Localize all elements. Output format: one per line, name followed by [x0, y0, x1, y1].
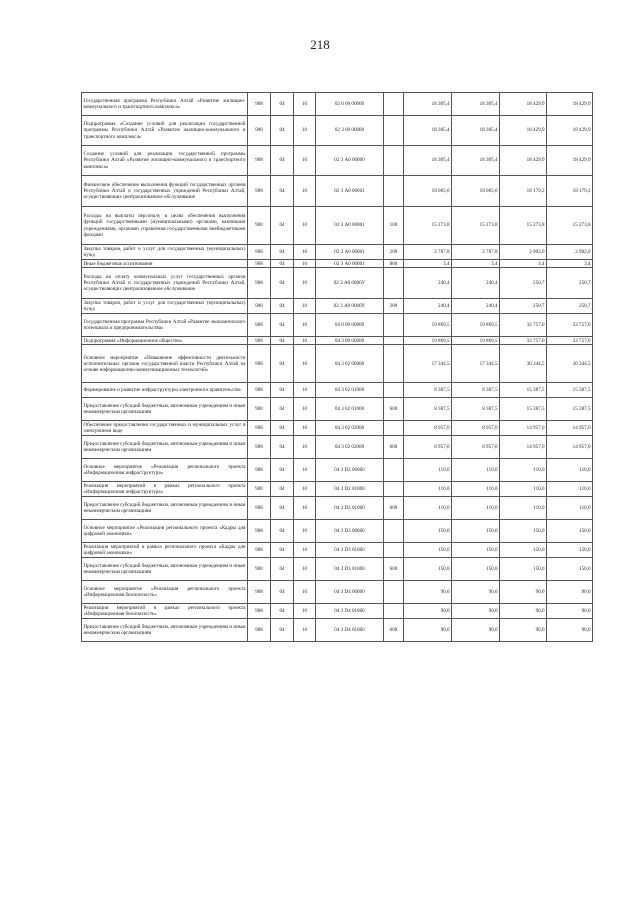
- row-amount-4: 90,0: [547, 604, 593, 619]
- table-row: [82, 116, 593, 146]
- row-amount-3: 30 344,5: [500, 345, 547, 383]
- row-expense-type: 200: [384, 245, 404, 260]
- row-amount-2: 17 344,5: [452, 345, 500, 383]
- row-name: Основное мероприятие «Реализация регионального проекта «Информационная инфраструктура»: [82, 459, 248, 482]
- table-row: [82, 482, 593, 497]
- row-subsection-code: 10: [294, 299, 316, 314]
- row-amount-2: 18 065,0: [452, 176, 500, 207]
- row-section-code: 04: [271, 299, 294, 314]
- row-section-code: 04: [271, 459, 294, 482]
- row-subsection-code: 10: [294, 383, 316, 398]
- row-section-code: 04: [271, 558, 294, 581]
- row-target-code: 04 3 D3 01000: [316, 543, 384, 558]
- row-expense-type: 600: [384, 436, 404, 459]
- row-target-code: 02 3 А0 00001: [316, 260, 384, 268]
- row-expense-type: 600: [384, 497, 404, 520]
- row-name: Формирование и развитие инфраструктуры электронного правительства: [82, 383, 248, 398]
- table-row: [82, 398, 593, 421]
- row-amount-3: 15 387,5: [500, 383, 547, 398]
- row-expense-type: [384, 93, 404, 116]
- row-amount-4: 30 344,5: [547, 345, 593, 383]
- budget-table: [81, 92, 593, 642]
- row-ministry-code: 908: [248, 421, 271, 436]
- row-subsection-code: 10: [294, 314, 316, 337]
- row-amount-4: 110,0: [547, 482, 593, 497]
- row-amount-1: 150,0: [404, 520, 452, 543]
- row-expense-type: 600: [384, 619, 404, 642]
- row-amount-2: 18 305,4: [452, 116, 500, 146]
- row-target-code: 04 3 02 02000: [316, 421, 384, 436]
- row-target-code: 04 3 00 00000: [316, 337, 384, 345]
- row-section-code: 04: [271, 245, 294, 260]
- row-amount-3: 15 273,8: [500, 207, 547, 245]
- row-amount-4: 2 902,0: [547, 245, 593, 260]
- row-section-code: 04: [271, 383, 294, 398]
- row-name: Основное мероприятие «Повышение эффективности деятельности исполнительных органов государственной власти Республики Алтай на основе информационно-коммуникационных технологий»: [82, 345, 248, 383]
- row-amount-4: 18 429,9: [547, 146, 593, 176]
- row-subsection-code: 10: [294, 260, 316, 268]
- row-amount-2: 240,4: [452, 299, 500, 314]
- table-row: [82, 314, 593, 337]
- row-ministry-code: 908: [248, 337, 271, 345]
- row-amount-3: 18 179,2: [500, 176, 547, 207]
- row-amount-3: 150,0: [500, 558, 547, 581]
- row-amount-1: 2 787,8: [404, 245, 452, 260]
- table-row: [82, 619, 593, 642]
- row-section-code: 04: [271, 260, 294, 268]
- row-expense-type: [384, 383, 404, 398]
- row-amount-3: 110,0: [500, 459, 547, 482]
- row-name: Предоставление субсидий бюджетным, автономным учреждениям и иным некоммерческим организациям: [82, 398, 248, 421]
- table-row: [82, 558, 593, 581]
- row-amount-3: 150,0: [500, 543, 547, 558]
- row-section-code: 04: [271, 146, 294, 176]
- row-subsection-code: 10: [294, 245, 316, 260]
- row-amount-1: 3,4: [404, 260, 452, 268]
- table-row: [82, 604, 593, 619]
- table-row: [82, 245, 593, 260]
- row-ministry-code: 908: [248, 245, 271, 260]
- table-row: [82, 459, 593, 482]
- row-expense-type: [384, 581, 404, 604]
- row-amount-2: 110,0: [452, 459, 500, 482]
- row-section-code: 04: [271, 421, 294, 436]
- row-ministry-code: 908: [248, 176, 271, 207]
- row-ministry-code: 908: [248, 459, 271, 482]
- row-amount-3: 32 757,0: [500, 337, 547, 345]
- row-ministry-code: 908: [248, 520, 271, 543]
- page-number: 218: [310, 37, 330, 52]
- budget-table-body: [82, 93, 593, 642]
- row-ministry-code: 908: [248, 604, 271, 619]
- row-expense-type: [384, 337, 404, 345]
- row-amount-4: 250,7: [547, 268, 593, 299]
- row-subsection-code: 10: [294, 497, 316, 520]
- row-amount-1: 90,0: [404, 619, 452, 642]
- row-expense-type: 600: [384, 398, 404, 421]
- row-subsection-code: 10: [294, 93, 316, 116]
- row-amount-1: 90,0: [404, 581, 452, 604]
- row-subsection-code: 10: [294, 337, 316, 345]
- row-target-code: 04 3 D2 01000: [316, 497, 384, 520]
- row-target-code: 02 3 00 00000: [316, 116, 384, 146]
- row-section-code: 04: [271, 337, 294, 345]
- row-target-code: 04 3 D4 01000: [316, 604, 384, 619]
- row-subsection-code: 10: [294, 268, 316, 299]
- row-amount-1: 150,0: [404, 558, 452, 581]
- row-amount-2: 150,0: [452, 558, 500, 581]
- row-amount-2: 2 787,8: [452, 245, 500, 260]
- table-row: [82, 497, 593, 520]
- table-row: [82, 337, 593, 345]
- row-amount-4: 250,7: [547, 299, 593, 314]
- row-subsection-code: 10: [294, 482, 316, 497]
- row-expense-type: [384, 459, 404, 482]
- row-amount-4: 32 757,0: [547, 337, 593, 345]
- row-ministry-code: 908: [248, 558, 271, 581]
- row-amount-2: 19 869,5: [452, 337, 500, 345]
- row-target-code: 02 3 А0 0000У: [316, 299, 384, 314]
- row-amount-3: 90,0: [500, 581, 547, 604]
- row-amount-3: 14 957,0: [500, 421, 547, 436]
- row-amount-2: 150,0: [452, 543, 500, 558]
- row-name: Подпрограмма «Создание условий для реализации государственной программы Республики Алтай «Развитие жилищно-коммунального и транспортного комплекса»: [82, 116, 248, 146]
- row-amount-4: 18 429,9: [547, 93, 593, 116]
- table-row: [82, 93, 593, 116]
- row-subsection-code: 10: [294, 421, 316, 436]
- row-ministry-code: 908: [248, 619, 271, 642]
- row-target-code: 02 3 А0 00001: [316, 207, 384, 245]
- row-section-code: 04: [271, 176, 294, 207]
- row-name: Закупка товаров, работ и услуг для государственных (муниципальных) нужд: [83, 245, 246, 258]
- row-amount-1: 110,0: [404, 482, 452, 497]
- row-section-code: 04: [271, 482, 294, 497]
- row-amount-2: 8 387,5: [452, 398, 500, 421]
- row-section-code: 04: [271, 268, 294, 299]
- row-expense-type: [384, 268, 404, 299]
- row-amount-4: 90,0: [547, 581, 593, 604]
- row-amount-1: 18 305,4: [404, 146, 452, 176]
- row-section-code: 04: [271, 520, 294, 543]
- row-section-code: 04: [271, 619, 294, 642]
- row-target-code: 04 3 D3 00000: [316, 520, 384, 543]
- row-target-code: 04 3 02 01000: [316, 383, 384, 398]
- row-amount-3: 110,0: [500, 482, 547, 497]
- row-target-code: 02 3 А0 00001: [316, 245, 384, 260]
- row-target-code: 04 3 D2 00000: [316, 459, 384, 482]
- row-amount-1: 110,0: [404, 497, 452, 520]
- row-section-code: 04: [271, 604, 294, 619]
- row-name: Реализация мероприятий в рамках регионального проекта «Информационная инфраструктура»: [83, 483, 246, 496]
- row-target-code: 04 3 02 01000: [316, 398, 384, 421]
- row-ministry-code: 908: [248, 436, 271, 459]
- row-amount-1: 17 344,5: [404, 345, 452, 383]
- row-amount-1: 8 957,0: [404, 436, 452, 459]
- row-section-code: 04: [271, 436, 294, 459]
- row-amount-2: 150,0: [452, 520, 500, 543]
- row-ministry-code: 908: [248, 207, 271, 245]
- row-ministry-code: 908: [248, 116, 271, 146]
- row-subsection-code: 10: [294, 604, 316, 619]
- row-name: Обеспечение предоставления государственных и муниципальных услуг в электронном виде: [83, 422, 246, 435]
- table-row: [82, 543, 593, 558]
- row-section-code: 04: [271, 398, 294, 421]
- row-name: Государственная программа Республики Алтай «Развитие экономического потенциала и предпринимательства»: [82, 314, 248, 337]
- row-section-code: 04: [271, 345, 294, 383]
- row-target-code: 02 3 А0 00000: [316, 146, 384, 176]
- row-amount-4: 150,0: [547, 558, 593, 581]
- table-row: [82, 207, 593, 245]
- table-row: [82, 436, 593, 459]
- row-ministry-code: 908: [248, 345, 271, 383]
- row-ministry-code: 908: [248, 398, 271, 421]
- row-target-code: 04 3 D4 01000: [316, 619, 384, 642]
- row-target-code: 04 3 02 00000: [316, 345, 384, 383]
- row-name: Подпрограмма «Информационное общество»: [82, 337, 248, 345]
- row-expense-type: [384, 176, 404, 207]
- row-subsection-code: 10: [294, 520, 316, 543]
- row-amount-3: 14 957,0: [500, 436, 547, 459]
- row-subsection-code: 10: [294, 543, 316, 558]
- row-amount-2: 8 957,0: [452, 436, 500, 459]
- row-amount-2: 90,0: [452, 581, 500, 604]
- row-amount-4: 18 179,2: [547, 176, 593, 207]
- row-name: Основное мероприятие «Реализация регионального проекта «Кадры для цифровой экономики»: [82, 520, 248, 543]
- row-amount-3: 90,0: [500, 604, 547, 619]
- row-amount-4: 14 957,0: [547, 421, 593, 436]
- row-amount-1: 19 869,5: [404, 337, 452, 345]
- row-ministry-code: 908: [248, 543, 271, 558]
- row-subsection-code: 10: [294, 345, 316, 383]
- row-ministry-code: 908: [248, 497, 271, 520]
- row-amount-3: 110,0: [500, 497, 547, 520]
- row-amount-2: 8 387,5: [452, 383, 500, 398]
- row-name: Иные бюджетные ассигнования: [82, 260, 248, 268]
- row-name: Предоставление субсидий бюджетным, автономным учреждениям и иным некоммерческим организациям: [82, 558, 248, 581]
- row-ministry-code: 908: [248, 299, 271, 314]
- row-amount-2: 110,0: [452, 497, 500, 520]
- row-subsection-code: 10: [294, 146, 316, 176]
- row-amount-2: 90,0: [452, 619, 500, 642]
- row-target-code: 02 0 00 00000: [316, 93, 384, 116]
- row-subsection-code: 10: [294, 581, 316, 604]
- row-section-code: 04: [271, 581, 294, 604]
- row-amount-1: 18 305,4: [404, 93, 452, 116]
- row-expense-type: 600: [384, 558, 404, 581]
- row-amount-1: 8 387,5: [404, 383, 452, 398]
- row-target-code: 02 3 А0 00001: [316, 176, 384, 207]
- row-amount-3: 18 429,9: [500, 93, 547, 116]
- row-expense-type: [384, 146, 404, 176]
- row-amount-3: 250,7: [500, 268, 547, 299]
- row-subsection-code: 10: [294, 207, 316, 245]
- row-section-code: 04: [271, 314, 294, 337]
- row-expense-type: [384, 520, 404, 543]
- row-amount-3: 3,4: [500, 260, 547, 268]
- row-amount-4: 90,0: [547, 619, 593, 642]
- table-row: [82, 299, 593, 314]
- row-amount-1: 240,4: [404, 299, 452, 314]
- row-ministry-code: 908: [248, 260, 271, 268]
- row-amount-1: 110,0: [404, 459, 452, 482]
- row-ministry-code: 908: [248, 93, 271, 116]
- row-amount-2: 110,0: [452, 482, 500, 497]
- row-ministry-code: 908: [248, 383, 271, 398]
- table-row: [82, 383, 593, 398]
- row-amount-2: 240,4: [452, 268, 500, 299]
- row-amount-1: 8 957,0: [404, 421, 452, 436]
- row-subsection-code: 10: [294, 619, 316, 642]
- row-expense-type: 100: [384, 207, 404, 245]
- row-section-code: 04: [271, 543, 294, 558]
- row-amount-4: 32 757,0: [547, 314, 593, 337]
- table-row: [82, 345, 593, 383]
- row-amount-3: 18 429,9: [500, 146, 547, 176]
- row-expense-type: [384, 314, 404, 337]
- row-section-code: 04: [271, 93, 294, 116]
- row-name: Расходы на выплаты персоналу в целях обеспечения выполнения функций государственными (муниципальными) органами, казенными учреждениями, органами управления государственными внебюджетными фондами: [82, 207, 248, 245]
- row-amount-1: 8 387,5: [404, 398, 452, 421]
- row-amount-4: 150,0: [547, 543, 593, 558]
- row-amount-2: 15 273,8: [452, 207, 500, 245]
- row-ministry-code: 908: [248, 146, 271, 176]
- table-row: [82, 268, 593, 299]
- row-expense-type: [384, 421, 404, 436]
- row-amount-4: 18 429,9: [547, 116, 593, 146]
- row-amount-3: 18 429,9: [500, 116, 547, 146]
- row-amount-2: 90,0: [452, 604, 500, 619]
- row-expense-type: [384, 345, 404, 383]
- table-row: [82, 260, 593, 268]
- row-amount-1: 19 869,5: [404, 314, 452, 337]
- row-amount-3: 150,0: [500, 520, 547, 543]
- row-amount-2: 3,4: [452, 260, 500, 268]
- row-expense-type: 200: [384, 299, 404, 314]
- row-amount-1: 18 305,4: [404, 116, 452, 146]
- row-name: Закупка товаров, работ и услуг для государственных (муниципальных) нужд: [83, 300, 246, 313]
- row-target-code: 02 3 А0 0000У: [316, 268, 384, 299]
- table-row: [82, 581, 593, 604]
- row-amount-4: 15 387,5: [547, 383, 593, 398]
- row-amount-3: 15 387,5: [500, 398, 547, 421]
- row-target-code: 04 3 D2 01000: [316, 482, 384, 497]
- row-target-code: 04 3 02 02000: [316, 436, 384, 459]
- table-row: [82, 421, 593, 436]
- row-ministry-code: 908: [248, 268, 271, 299]
- row-expense-type: [384, 604, 404, 619]
- row-section-code: 04: [271, 116, 294, 146]
- row-section-code: 04: [271, 207, 294, 245]
- row-amount-2: 8 957,0: [452, 421, 500, 436]
- row-expense-type: 800: [384, 260, 404, 268]
- row-amount-4: 14 957,0: [547, 436, 593, 459]
- row-amount-1: 240,4: [404, 268, 452, 299]
- row-amount-3: 32 757,0: [500, 314, 547, 337]
- row-name: Финансовое обеспечение выполнения функций государственных органов Республики Алтай и государственных учреждений Республики Алтай, осуществляющих централизованное обслуживание: [82, 176, 248, 207]
- row-amount-2: 19 869,5: [452, 314, 500, 337]
- row-subsection-code: 10: [294, 116, 316, 146]
- row-amount-4: 15 387,5: [547, 398, 593, 421]
- row-subsection-code: 10: [294, 176, 316, 207]
- row-target-code: 04 3 D3 01000: [316, 558, 384, 581]
- row-amount-3: 2 902,0: [500, 245, 547, 260]
- row-expense-type: [384, 482, 404, 497]
- row-target-code: 04 3 D4 00000: [316, 581, 384, 604]
- row-name: Основное мероприятие «Реализация регионального проекта «Информационная безопасность»: [82, 581, 248, 604]
- row-amount-4: 150,0: [547, 520, 593, 543]
- row-amount-1: 90,0: [404, 604, 452, 619]
- row-name: Предоставление субсидий бюджетным, автономным учреждениям и иным некоммерческим организациям: [82, 497, 248, 520]
- row-amount-2: 18 305,4: [452, 93, 500, 116]
- row-subsection-code: 10: [294, 398, 316, 421]
- row-amount-4: 15 273,8: [547, 207, 593, 245]
- row-name: Предоставление субсидий бюджетным, автономным учреждениям и иным некоммерческим организациям: [82, 619, 248, 642]
- row-amount-1: 150,0: [404, 543, 452, 558]
- table-row: [82, 520, 593, 543]
- row-name: Реализация мероприятий в рамках регионального проекта «Информационная безопасность»: [83, 605, 246, 618]
- row-amount-4: 110,0: [547, 497, 593, 520]
- row-name: Предоставление субсидий бюджетным, автономным учреждениям и иным некоммерческим организациям: [82, 436, 248, 459]
- row-expense-type: [384, 543, 404, 558]
- row-amount-2: 18 305,4: [452, 146, 500, 176]
- row-amount-1: 15 273,8: [404, 207, 452, 245]
- row-subsection-code: 10: [294, 459, 316, 482]
- row-target-code: 04 0 00 00000: [316, 314, 384, 337]
- row-name: Создание условий для реализации государственной программы Республики Алтай «Развитие жилищно-коммунального и транспортного комплекса»: [82, 146, 248, 176]
- row-amount-4: 3,4: [547, 260, 593, 268]
- row-section-code: 04: [271, 497, 294, 520]
- row-name: Расходы на оплату коммунальных услуг государственных органов Республики Алтай и государственных учреждений Республики Алтай, осуществляющих централизованное обслуживание: [82, 268, 248, 299]
- row-amount-3: 90,0: [500, 619, 547, 642]
- row-ministry-code: 908: [248, 314, 271, 337]
- row-amount-3: 250,7: [500, 299, 547, 314]
- row-expense-type: [384, 116, 404, 146]
- row-name: Реализация мероприятий в рамках регионального проекта «Кадры для цифровой экономики»: [83, 544, 246, 557]
- row-amount-4: 110,0: [547, 459, 593, 482]
- row-amount-1: 18 065,0: [404, 176, 452, 207]
- row-ministry-code: 908: [248, 482, 271, 497]
- row-subsection-code: 10: [294, 436, 316, 459]
- table-row: [82, 176, 593, 207]
- table-row: [82, 146, 593, 176]
- row-name: Государственная программа Республики Алтай «Развитие жилищно-коммунального и транспортного комплекса»: [82, 93, 248, 116]
- row-ministry-code: 908: [248, 581, 271, 604]
- row-subsection-code: 10: [294, 558, 316, 581]
